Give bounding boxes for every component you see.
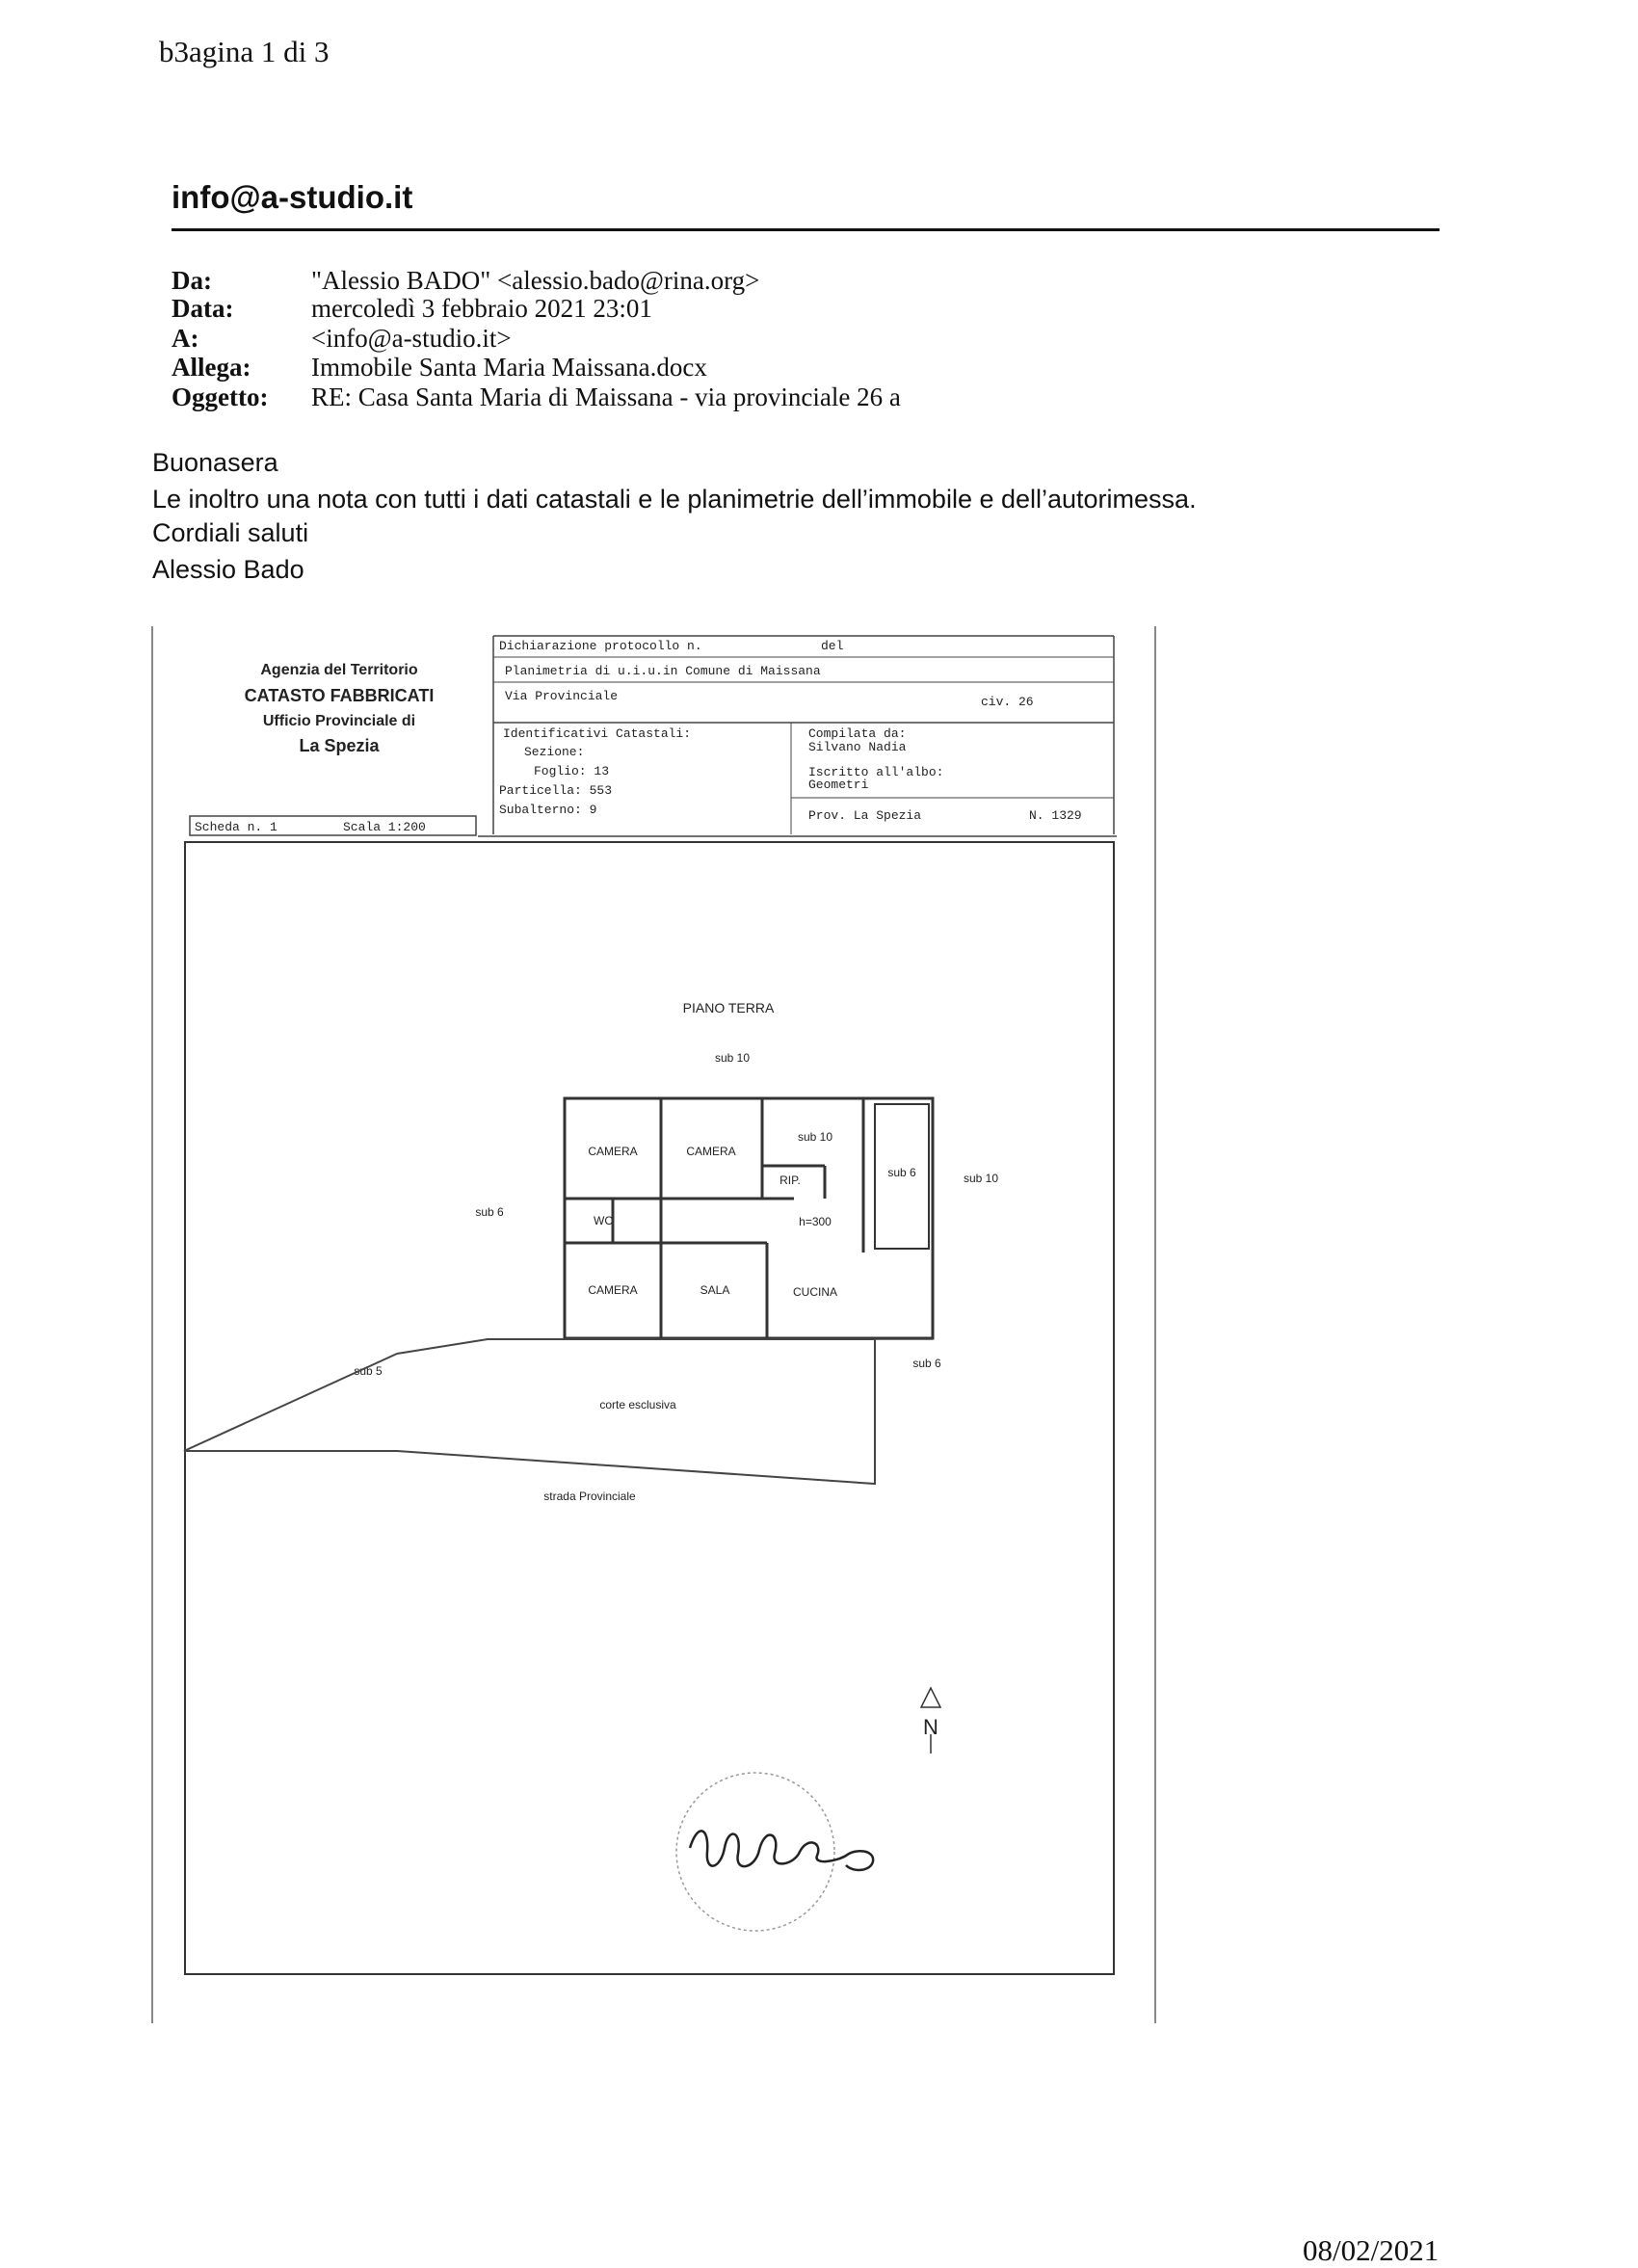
sub-inner: sub 10	[797, 1130, 833, 1144]
sub-bottom-right: sub 6	[912, 1357, 941, 1370]
num-label: N. 1329	[1029, 808, 1082, 823]
agency-block	[245, 662, 435, 755]
page-header: b3agina 1 di 3	[159, 35, 330, 68]
room-height: h=300	[799, 1215, 832, 1228]
room-camera-1: CAMERA	[588, 1145, 638, 1158]
header-value-attach: Immobile Santa Maria Maissana.docx	[311, 353, 707, 382]
declaration-box	[493, 636, 1114, 834]
room-wc: WC	[594, 1214, 613, 1227]
sub-bottom-left: sub 5	[354, 1364, 383, 1378]
civic-label: civ. 26	[981, 695, 1034, 709]
stamp-signature	[676, 1773, 873, 1931]
agency-catasto: CATASTO FABBRICATI	[244, 686, 435, 705]
room-cucina: CUCINA	[792, 1285, 838, 1299]
courtyard-label: corte esclusiva	[599, 1398, 676, 1411]
room-camera-3: CAMERA	[588, 1283, 638, 1297]
header-label-date: Data:	[172, 294, 234, 323]
signature-scribble	[690, 1831, 873, 1870]
sub-right: sub 10	[963, 1172, 999, 1185]
north-arrow-icon	[921, 1688, 940, 1707]
albo-label: Geometri	[808, 778, 869, 792]
header-value-subject: RE: Casa Santa Maria di Maissana - via provinciale 26 a	[311, 382, 901, 411]
sezione: Sezione:	[524, 745, 585, 759]
scala-label: Scala 1:200	[343, 820, 426, 834]
header-value-to: <info@a-studio.it>	[311, 324, 512, 353]
header-label-attach: Allega:	[172, 353, 251, 382]
sender-title: info@a-studio.it	[172, 179, 413, 215]
compiler-name: Silvano Nadia	[808, 740, 907, 754]
title-rule	[172, 228, 1440, 231]
compilata-label: Compilata da:	[808, 726, 907, 741]
stamp-circle	[676, 1773, 834, 1931]
planimetry-label: Planimetria di u.i.u.in Comune di Maissana	[505, 664, 821, 678]
prov-label: Prov. La Spezia	[808, 808, 922, 823]
body-message: Le inoltro una nota con tutti i dati catastali e le planimetrie dell’immobile e dell’autorimessa.	[152, 485, 1197, 514]
foglio: Foglio: 13	[534, 764, 610, 778]
road-label: strada Provinciale	[543, 1490, 636, 1503]
header-value-from: "Alessio BADO" <alessio.bado@rina.org>	[311, 266, 760, 295]
room-sala: SALA	[700, 1283, 730, 1297]
scheda-label: Scheda n. 1	[195, 820, 277, 834]
north-label: N	[923, 1715, 938, 1739]
sub-right-inner: sub 6	[887, 1166, 916, 1179]
agency-name: Agenzia del Territorio	[260, 662, 418, 678]
body-closing: Cordiali saluti	[152, 518, 309, 547]
sub-top: sub 10	[714, 1051, 751, 1065]
footer-date: 08/02/2021	[1303, 2233, 1440, 2267]
building-walls	[565, 1098, 933, 1338]
north-arrow	[921, 1688, 940, 1754]
header-label-from: Da:	[172, 266, 212, 295]
cadastral-plan	[150, 626, 1157, 2023]
scheda-row	[190, 816, 476, 835]
ident-title: Identificativi Catastali:	[503, 726, 692, 741]
floor-label: PIANO TERRA	[682, 1000, 775, 1015]
agency-city: La Spezia	[299, 736, 380, 755]
agency-office: Ufficio Provinciale di	[262, 713, 416, 729]
header-label-to: A:	[172, 324, 199, 353]
body-greeting: Buonasera	[152, 448, 278, 477]
room-rip: RIP.	[779, 1174, 801, 1187]
declaration-label: Dichiarazione protocollo n.	[499, 639, 702, 653]
street-label: Via Provinciale	[505, 689, 619, 703]
sub-left: sub 6	[475, 1205, 504, 1219]
plan-labels	[354, 1000, 998, 1503]
courtyard-outline	[184, 1339, 875, 1484]
header-value-date: mercoledì 3 febbraio 2021 23:01	[311, 294, 652, 323]
declaration-del: del	[821, 639, 844, 653]
particella: Particella: 553	[499, 783, 613, 798]
room-labels	[588, 1145, 837, 1299]
header-label-subject: Oggetto:	[172, 382, 269, 411]
body-signature: Alessio Bado	[152, 555, 304, 584]
room-camera-2: CAMERA	[686, 1145, 736, 1158]
subalterno: Subalterno: 9	[499, 803, 597, 817]
iscritto-label: Iscritto all'albo:	[808, 765, 944, 779]
